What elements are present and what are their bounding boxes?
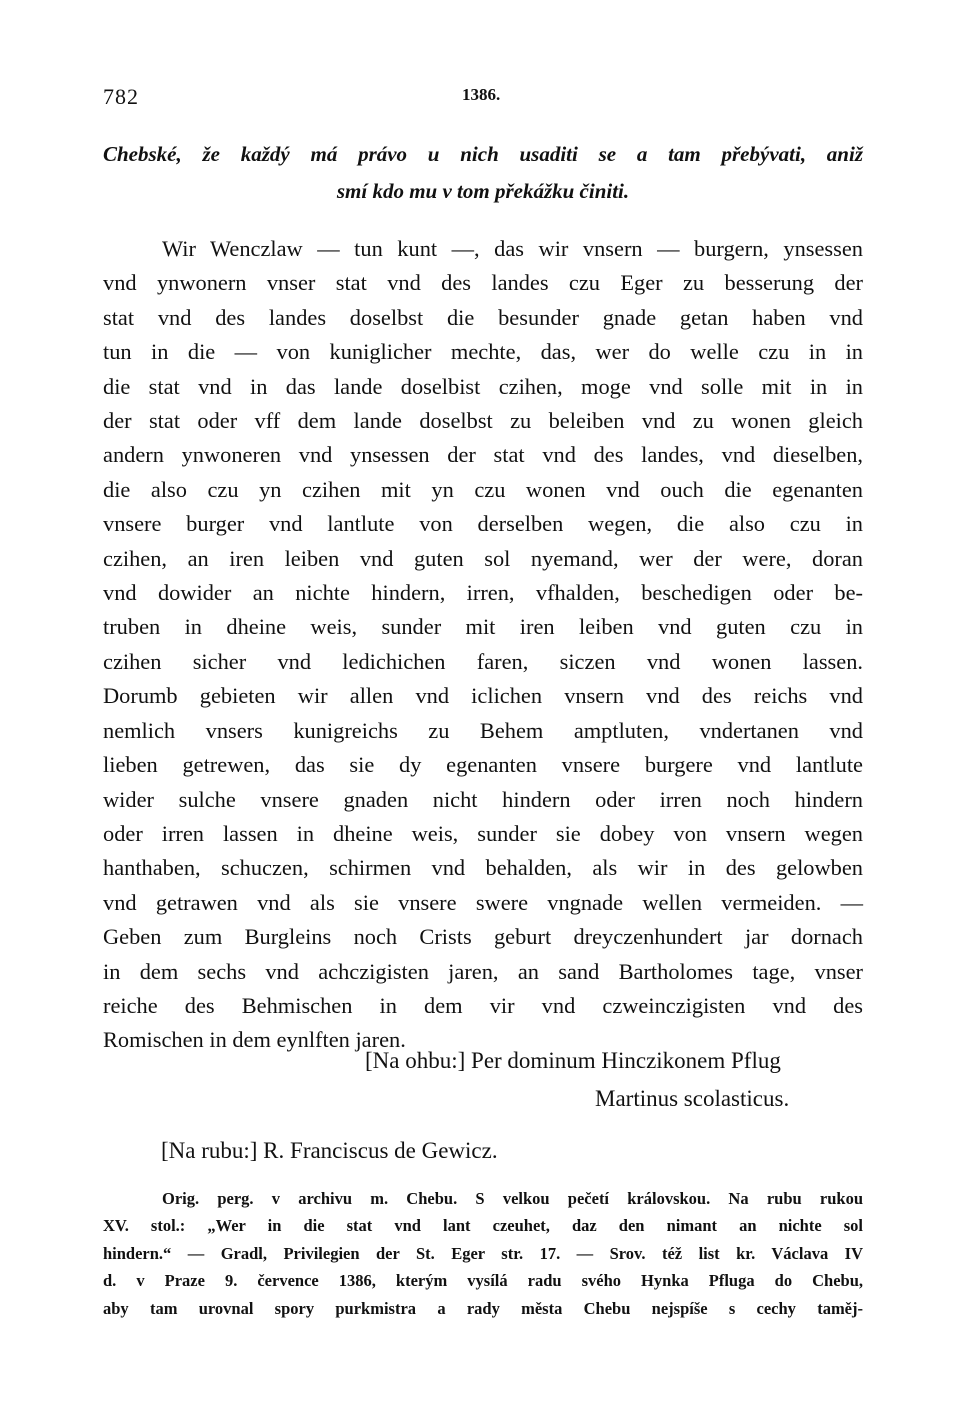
- running-head-year: 1386.: [462, 85, 501, 104]
- text-line: vnd dowider an nichte hindern, irren, vfhalden, beschedigen oder be-: [103, 580, 863, 606]
- text-line: stat vnd des landes doselbst die besunder gnade getan haben vnd: [103, 304, 863, 330]
- regest-summary: [103, 136, 863, 210]
- text-line: die stat vnd in das lande doselbist czihen, moge vnd solle mit in in: [103, 373, 863, 399]
- text-line: truben in dheine weis, sunder mit iren leiben vnd guten czu in: [103, 614, 863, 640]
- note-line: XV. stol.: „Wer in die stat vnd lant czeuhet, daz den nimant an nichte sol: [103, 1216, 863, 1236]
- text-line: lieben getrewen, das sie dy egenanten vnsere burgere vnd lantlute: [103, 752, 863, 778]
- text-line: vnd getrawen vnd als sie vnsere swere vngnade wellen vermeiden. —: [103, 889, 863, 915]
- text-line: czihen sicher vnd ledichichen faren, siczen vnd wonen lassen.: [103, 648, 863, 674]
- text-line: vnd ynwonern vnser stat vnd des landes czu Eger zu besserung der: [103, 270, 863, 296]
- text-line: hanthaben, schuczen, schirmen vnd behalden, als wir in des gelowben: [103, 855, 863, 881]
- charter-text: [103, 232, 863, 1058]
- regest-line: smí kdo mu v tom překážku činiti.: [336, 179, 630, 203]
- text-line: Romischen in dem eynlften jaren.: [103, 1027, 406, 1053]
- text-line: in dem sechs vnd achczigisten jaren, an sand Bartholomes tage, vnser: [103, 958, 863, 984]
- text-line: tun in die — von kuniglicher mechte, das, wer do welle czu in in: [103, 339, 863, 365]
- text-line: reiche des Behmischen in dem vir vnd czweinczigisten vnd des: [103, 992, 863, 1018]
- page-header: [103, 84, 863, 114]
- text-line: vnsere burger vnd lantlute von derselben wegen, die also czu in: [103, 511, 863, 537]
- endorsement-ohbu-signatory: Martinus scolasticus.: [595, 1086, 790, 1111]
- text-line: Wir Wenczlaw — tun kunt —, das wir vnsern — burgern, ynsessen: [162, 236, 863, 261]
- endorsement-ohbu: [Na ohbu:] Per dominum Hinczikonem Pflug: [365, 1048, 781, 1073]
- text-line: nemlich vnsers kunigreichs zu Behem amptluten, vndertanen vnd: [103, 717, 863, 743]
- note-line: d. v Praze 9. července 1386, kterým vysílá radu svého Hynka Pfluga do Chebu,: [103, 1271, 863, 1291]
- text-line: wider sulche vnsere gnaden nicht hindern oder irren noch hindern: [103, 786, 863, 812]
- note-line: Orig. perg. v archivu m. Chebu. S velkou pečetí královskou. Na rubu rukou: [162, 1189, 863, 1208]
- text-line: czihen, an iren leiben vnd guten sol nyemand, wer der were, doran: [103, 545, 863, 571]
- text-line: andern ynwoneren vnd ynsessen der stat vnd des landes, vnd dieselben,: [103, 442, 863, 468]
- text-line: Dorumb gebieten wir allen vnd iclichen vnsern vnd des reichs vnd: [103, 683, 863, 709]
- endorsement-rubu: [Na rubu:] R. Franciscus de Gewicz.: [161, 1138, 498, 1163]
- text-line: die also czu yn czihen mit yn czu wonen vnd ouch die egenanten: [103, 476, 863, 502]
- text-line: Geben zum Burgleins noch Crists geburt dreyczenhundert jar dornach: [103, 924, 863, 950]
- page-number: 782: [103, 84, 139, 109]
- archival-notes: [103, 1185, 863, 1322]
- note-line: aby tam urovnal spory purkmistra a rady města Chebu nejspíše s cechy taměj-: [103, 1298, 863, 1318]
- note-line: hindern.“ — Gradl, Privilegien der St. Eger str. 17. — Srov. též list kr. Václava IV: [103, 1243, 863, 1263]
- regest-line: Chebské, že každý má právo u nich usaditi se a tam přebývati, aniž: [103, 142, 863, 166]
- text-line: der stat oder vff dem lande doselbst zu beleiben vnd zu wonen gleich: [103, 408, 863, 434]
- text-line: oder irren lassen in dheine weis, sunder sie dobey von vnsern wegen: [103, 820, 863, 846]
